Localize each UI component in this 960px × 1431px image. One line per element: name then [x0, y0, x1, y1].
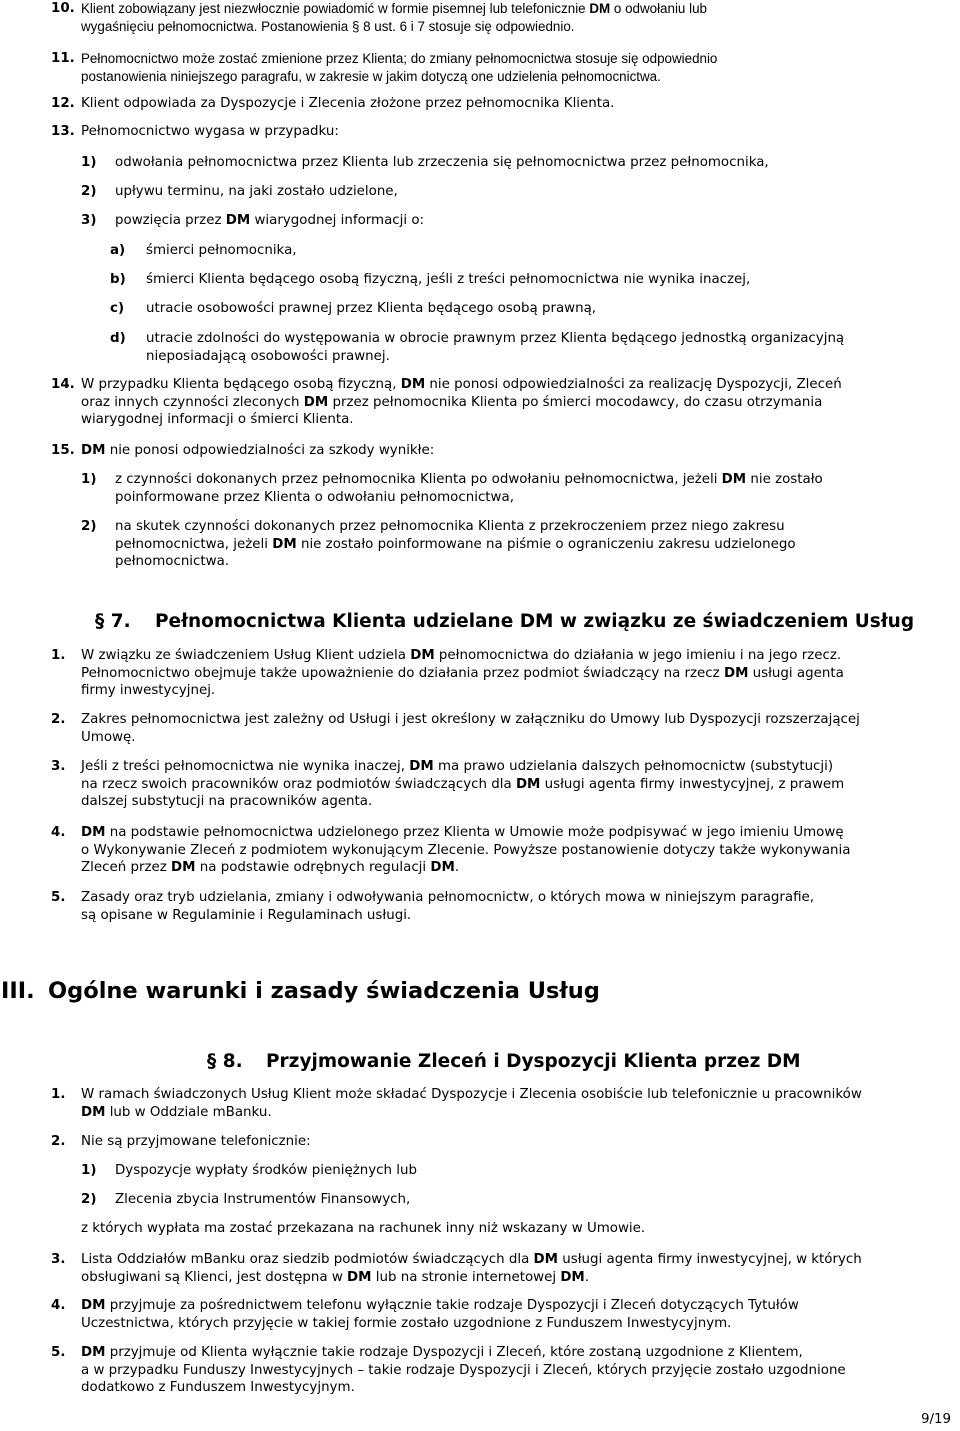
item-number: 1)	[81, 1163, 97, 1178]
item-text-line: Klient zobowiązany jest niezwłocznie powiadomić w formie pisemnej lub telefonicznie DM o odwołaniu lub	[81, 1, 707, 16]
item-number: 1)	[81, 155, 97, 170]
item-text-line: Pełnomocnictwo może zostać zmienione przez Klienta; do zmiany pełnomocnictwa stosuje się odpowiednio	[81, 51, 718, 66]
item-text-line: W przypadku Klienta będącego osobą fizyczną, DM nie ponosi odpowiedzialności za realizację Dyspozycji, Zleceń	[81, 377, 842, 392]
item-text-line: Pełnomocnictwo obejmuje także upoważnienie do działania przez podmiot świadczący na rzecz DM usługi agenta	[81, 665, 844, 681]
item-text-line: Dyspozycje wypłaty środków pieniężnych lub	[115, 1163, 417, 1178]
item-text-line: a w przypadku Funduszy Inwestycyjnych – takie rodzaje Dyspozycji i Zleceń, których przyjęcie zostało uzgodnione	[81, 1362, 846, 1378]
item-number: 1)	[81, 472, 97, 487]
item-text-line: DM przyjmuje za pośrednictwem telefonu wyłącznie takie rodzaje Dyspozycji i Zleceń dotyczących Tytułów	[81, 1298, 799, 1313]
item-text-line: utracie osobowości prawnej przez Klienta będącego osobą prawną,	[146, 301, 597, 316]
item-number: 2)	[81, 184, 97, 199]
item-text-line: Umowę.	[81, 729, 136, 745]
item-text-line: DM lub w Oddziale mBanku.	[81, 1104, 272, 1120]
item-text-line: pełnomocnictwa.	[115, 554, 230, 570]
item-text-line: Lista Oddziałów mBanku oraz siedzib podmiotów świadczących dla DM usługi agenta firmy inwestycyjnej, w których	[81, 1252, 862, 1267]
section-8-heading-title: Przyjmowanie Zleceń i Dyspozycji Klienta przez DM	[266, 1051, 801, 1072]
list-tail-text: z których wypłata ma zostać przekazana na rachunek inny niż wskazany w Umowie.	[81, 1221, 646, 1236]
item-text-line: firmy inwestycyjnej.	[81, 683, 216, 699]
item-number: 4.	[51, 1298, 66, 1313]
item-text-line: W ramach świadczonych Usług Klient może składać Dyspozycje i Zlecenia osobiście lub telefonicznie u pracowników	[81, 1087, 862, 1102]
item-text-line: Pełnomocnictwo wygasa w przypadku:	[81, 124, 339, 139]
chapter-3-heading-number: III.	[1, 978, 35, 1004]
item-number: 12.	[51, 96, 75, 111]
item-text-line: są opisane w Regulaminie i Regulaminach usługi.	[81, 907, 412, 923]
item-number: 11.	[51, 51, 75, 66]
item-number: c)	[110, 301, 125, 316]
item-text-line: odwołania pełnomocnictwa przez Klienta lub zrzeczenia się pełnomocnictwa przez pełnomocnika,	[115, 155, 769, 170]
item-text-line: Nie są przyjmowane telefonicznie:	[81, 1134, 311, 1149]
item-text-line: powzięcia przez DM wiarygodnej informacji o:	[115, 213, 425, 228]
item-text-line: Zakres pełnomocnictwa jest zależny od Usługi i jest określony w załączniku do Umowy lub Dyspozycji rozszerzającej	[81, 712, 860, 727]
item-text-line: Klient odpowiada za Dyspozycje i Zlecenia złożone przez pełnomocnika Klienta.	[81, 96, 615, 111]
section-7-heading-number: § 7.	[95, 611, 131, 632]
item-number: 13.	[51, 124, 75, 139]
item-text-line: W związku ze świadczeniem Usług Klient udziela DM pełnomocnictwa do działania w jego imieniu i na jego rzecz.	[81, 648, 842, 663]
item-number: 15.	[51, 443, 75, 458]
item-number: 3.	[51, 1252, 66, 1267]
item-text-line: DM nie ponosi odpowiedzialności za szkody wynikłe:	[81, 443, 435, 458]
item-number: 1.	[51, 648, 66, 663]
item-number: 4.	[51, 825, 66, 840]
item-text-line: obsługiwani są Klienci, jest dostępna w DM lub na stronie internetowej DM.	[81, 1269, 590, 1285]
item-number: 2.	[51, 1134, 66, 1149]
item-number: b)	[110, 272, 126, 287]
item-number: 10.	[51, 1, 75, 16]
item-number: 2)	[81, 519, 97, 534]
item-text-line: na rzecz swoich pracowników oraz podmiotów świadczących dla DM usługi agenta firmy inwestycyjnej, z prawem	[81, 776, 845, 792]
item-text-line: dodatkowo z Funduszem Inwestycyjnym.	[81, 1380, 355, 1396]
item-text-line: nieposiadającą osobowości prawnej.	[146, 348, 390, 364]
item-number: 14.	[51, 377, 75, 392]
item-number: 3)	[81, 213, 97, 228]
item-text-line: Zasady oraz tryb udzielania, zmiany i odwoływania pełnomocnictw, o których mowa w niniejszym paragrafie,	[81, 890, 815, 905]
item-text-line: utracie zdolności do występowania w obrocie prawnym przez Klienta będącego jednostką organizacyjną	[146, 331, 845, 346]
item-text-line: DM przyjmuje od Klienta wyłącznie takie rodzaje Dyspozycji i Zleceń, które zostaną uzgodnione z Klientem,	[81, 1345, 803, 1360]
item-number: 2)	[81, 1192, 97, 1207]
item-text-line: pełnomocnictwa, jeżeli DM nie zostało poinformowane na piśmie o ograniczeniu zakresu udzielonego	[115, 536, 796, 552]
item-text-line: o Wykonywanie Zleceń z podmiotem wykonującym Zlecenie. Powyższe postanowienie dotyczy także wykonywania	[81, 842, 851, 858]
chapter-3-heading-title: Ogólne warunki i zasady świadczenia Usług	[48, 978, 600, 1004]
item-text-line: poinformowane przez Klienta o odwołaniu pełnomocnictwa,	[115, 489, 514, 505]
item-text-line: postanowienia niniejszego paragrafu, w zakresie w jakim dotyczą one udzielenia pełnomocnictwa.	[81, 68, 661, 84]
item-number: d)	[110, 331, 126, 346]
item-number: 5.	[51, 890, 66, 905]
item-number: 3.	[51, 759, 66, 774]
section-7-heading-title: Pełnomocnictwa Klienta udzielane DM w związku ze świadczeniem Usług	[155, 611, 915, 632]
item-number: a)	[110, 243, 126, 258]
item-number: 5.	[51, 1345, 66, 1360]
item-text-line: na skutek czynności dokonanych przez pełnomocnika Klienta z przekroczeniem przez niego zakresu	[115, 519, 785, 534]
item-text-line: śmierci pełnomocnika,	[146, 243, 297, 258]
item-text-line: wygaśnięciu pełnomocnictwa. Postanowienia § 8 ust. 6 i 7 stosuje się odpowiednio.	[81, 18, 575, 34]
item-text-line: oraz innych czynności zleconych DM przez pełnomocnika Klienta po śmierci mocodawcy, do czasu otrzymania	[81, 394, 823, 410]
item-text-line: dalszej substytucji na pracowników agenta.	[81, 794, 373, 810]
item-text-line: z czynności dokonanych przez pełnomocnika Klienta po odwołaniu pełnomocnictwa, jeżeli DM nie zostało	[115, 472, 823, 487]
item-text-line: wiarygodnej informacji o śmierci Klienta.	[81, 412, 354, 428]
item-text-line: Zleceń przez DM na podstawie odrębnych regulacji DM.	[81, 860, 460, 876]
item-text-line: Jeśli z treści pełnomocnictwa nie wynika inaczej, DM ma prawo udzielania dalszych pełnomocnictw (substytucji)	[81, 759, 834, 774]
page-number: 9/19	[921, 1412, 952, 1427]
item-text-line: DM na podstawie pełnomocnictwa udzielonego przez Klienta w Umowie może podpisywać w jego imieniu Umowę	[81, 825, 844, 840]
item-text-line: Uczestnictwa, których przyjęcie w takiej formie zostało uzgodnione z Funduszem Inwestycyjnym.	[81, 1315, 732, 1331]
section-8-heading-number: § 8.	[207, 1051, 243, 1072]
item-text-line: Zlecenia zbycia Instrumentów Finansowych,	[115, 1192, 411, 1207]
item-number: 2.	[51, 712, 66, 727]
item-text-line: upływu terminu, na jaki zostało udzielone,	[115, 184, 398, 199]
item-text-line: śmierci Klienta będącego osobą fizyczną, jeśli z treści pełnomocnictwa nie wynika inaczej,	[146, 272, 751, 287]
item-number: 1.	[51, 1087, 66, 1102]
